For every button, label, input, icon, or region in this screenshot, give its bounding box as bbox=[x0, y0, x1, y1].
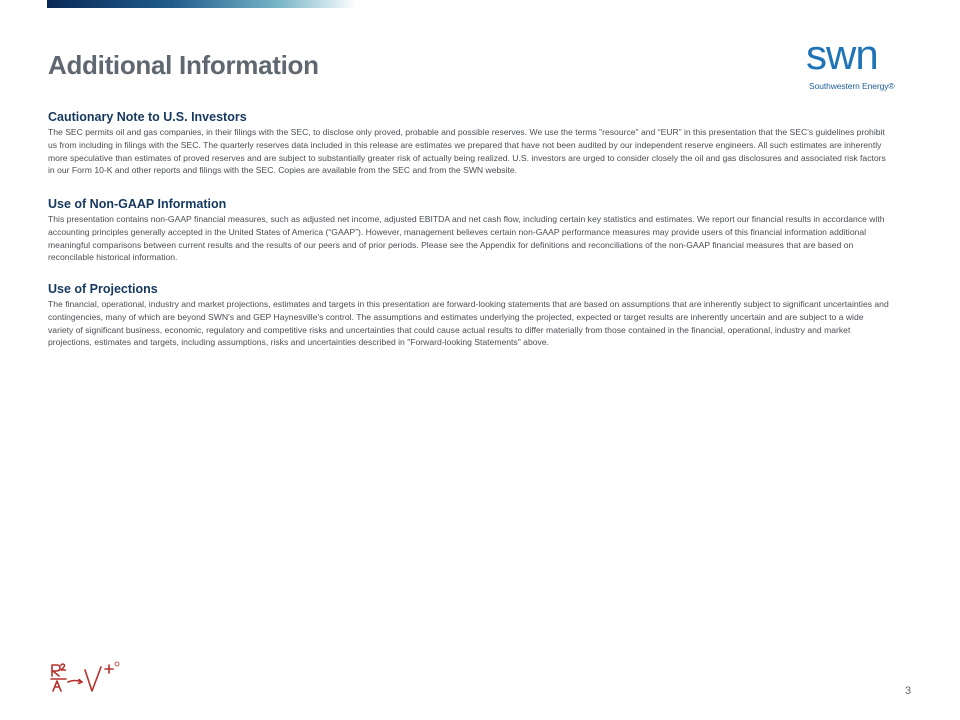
section-body: The SEC permits oil and gas companies, in their filings with the SEC, to disclose only proved, probable and possible reserves. We use the terms "resource" and “EUR” in this presentation that the SEC's guidelines prohibit us from including in filings with the SEC. The quarterly reserves data included in this release are estimates we prepared that have not been audited by our independent reserve engineers. All such estimates are inherently more speculative than estimates of proved reserves and are subject to substantially greater risk of actually being realized. U.S. investors are urged to consider closely the oil and gas disclosures and associated risk factors in our Form 10-K and other reports and filings with the SEC. Copies are available from the SEC and from the SWN website. bbox=[48, 127, 886, 176]
top-accent-bar bbox=[47, 0, 357, 8]
swn-logo bbox=[800, 31, 920, 95]
section-heading: Cautionary Note to U.S. Investors bbox=[48, 110, 247, 124]
logo-subtitle: Southwestern Energy® bbox=[809, 81, 895, 91]
page-number: 3 bbox=[905, 685, 912, 697]
section-projections bbox=[48, 282, 890, 349]
page-title: Additional Information bbox=[48, 50, 319, 80]
section-cautionary-note bbox=[48, 110, 890, 177]
footer-logo bbox=[48, 660, 120, 698]
section-body: The financial, operational, industry and market projections, estimates and targets in this presentation are forward-looking statements that are based on assumptions that are inherently subject to significant uncertainties and contingencies, many of which are beyond SWN's and GEP Haynesville's control. The assumptions and estimates underlying the projected, expected or target results are inherently uncertain and are subject to a wide variety of significant business, economic, regulatory and competitive risks and uncertainties that could cause actual results to differ materially from those contained in the financial, operational, industry and market projections, estimates and targets, including assumptions, risks and uncertainties described in "Forward-looking Statements" above. bbox=[48, 299, 889, 348]
logo-mark: swn bbox=[806, 31, 878, 78]
section-heading: Use of Projections bbox=[48, 282, 158, 296]
rav-logo-icon bbox=[48, 660, 120, 698]
section-body: This presentation contains non-GAAP financial measures, such as adjusted net income, adjusted EBITDA and net cash flow, including certain key statistics and estimates. We report our financial results in accordance with accounting principles generally accepted in the United States of America (“GAAP”). However, management believes certain non-GAAP performance measures may provide users of this financial information additional meaningful comparisons between current results and the results of our peers and of prior periods. Please see the Appendix for definitions and reconciliations of the non-GAAP financial measures that are based on reconcilable historical information. bbox=[48, 214, 885, 263]
section-heading: Use of Non-GAAP Information bbox=[48, 197, 227, 211]
section-non-gaap bbox=[48, 197, 890, 264]
